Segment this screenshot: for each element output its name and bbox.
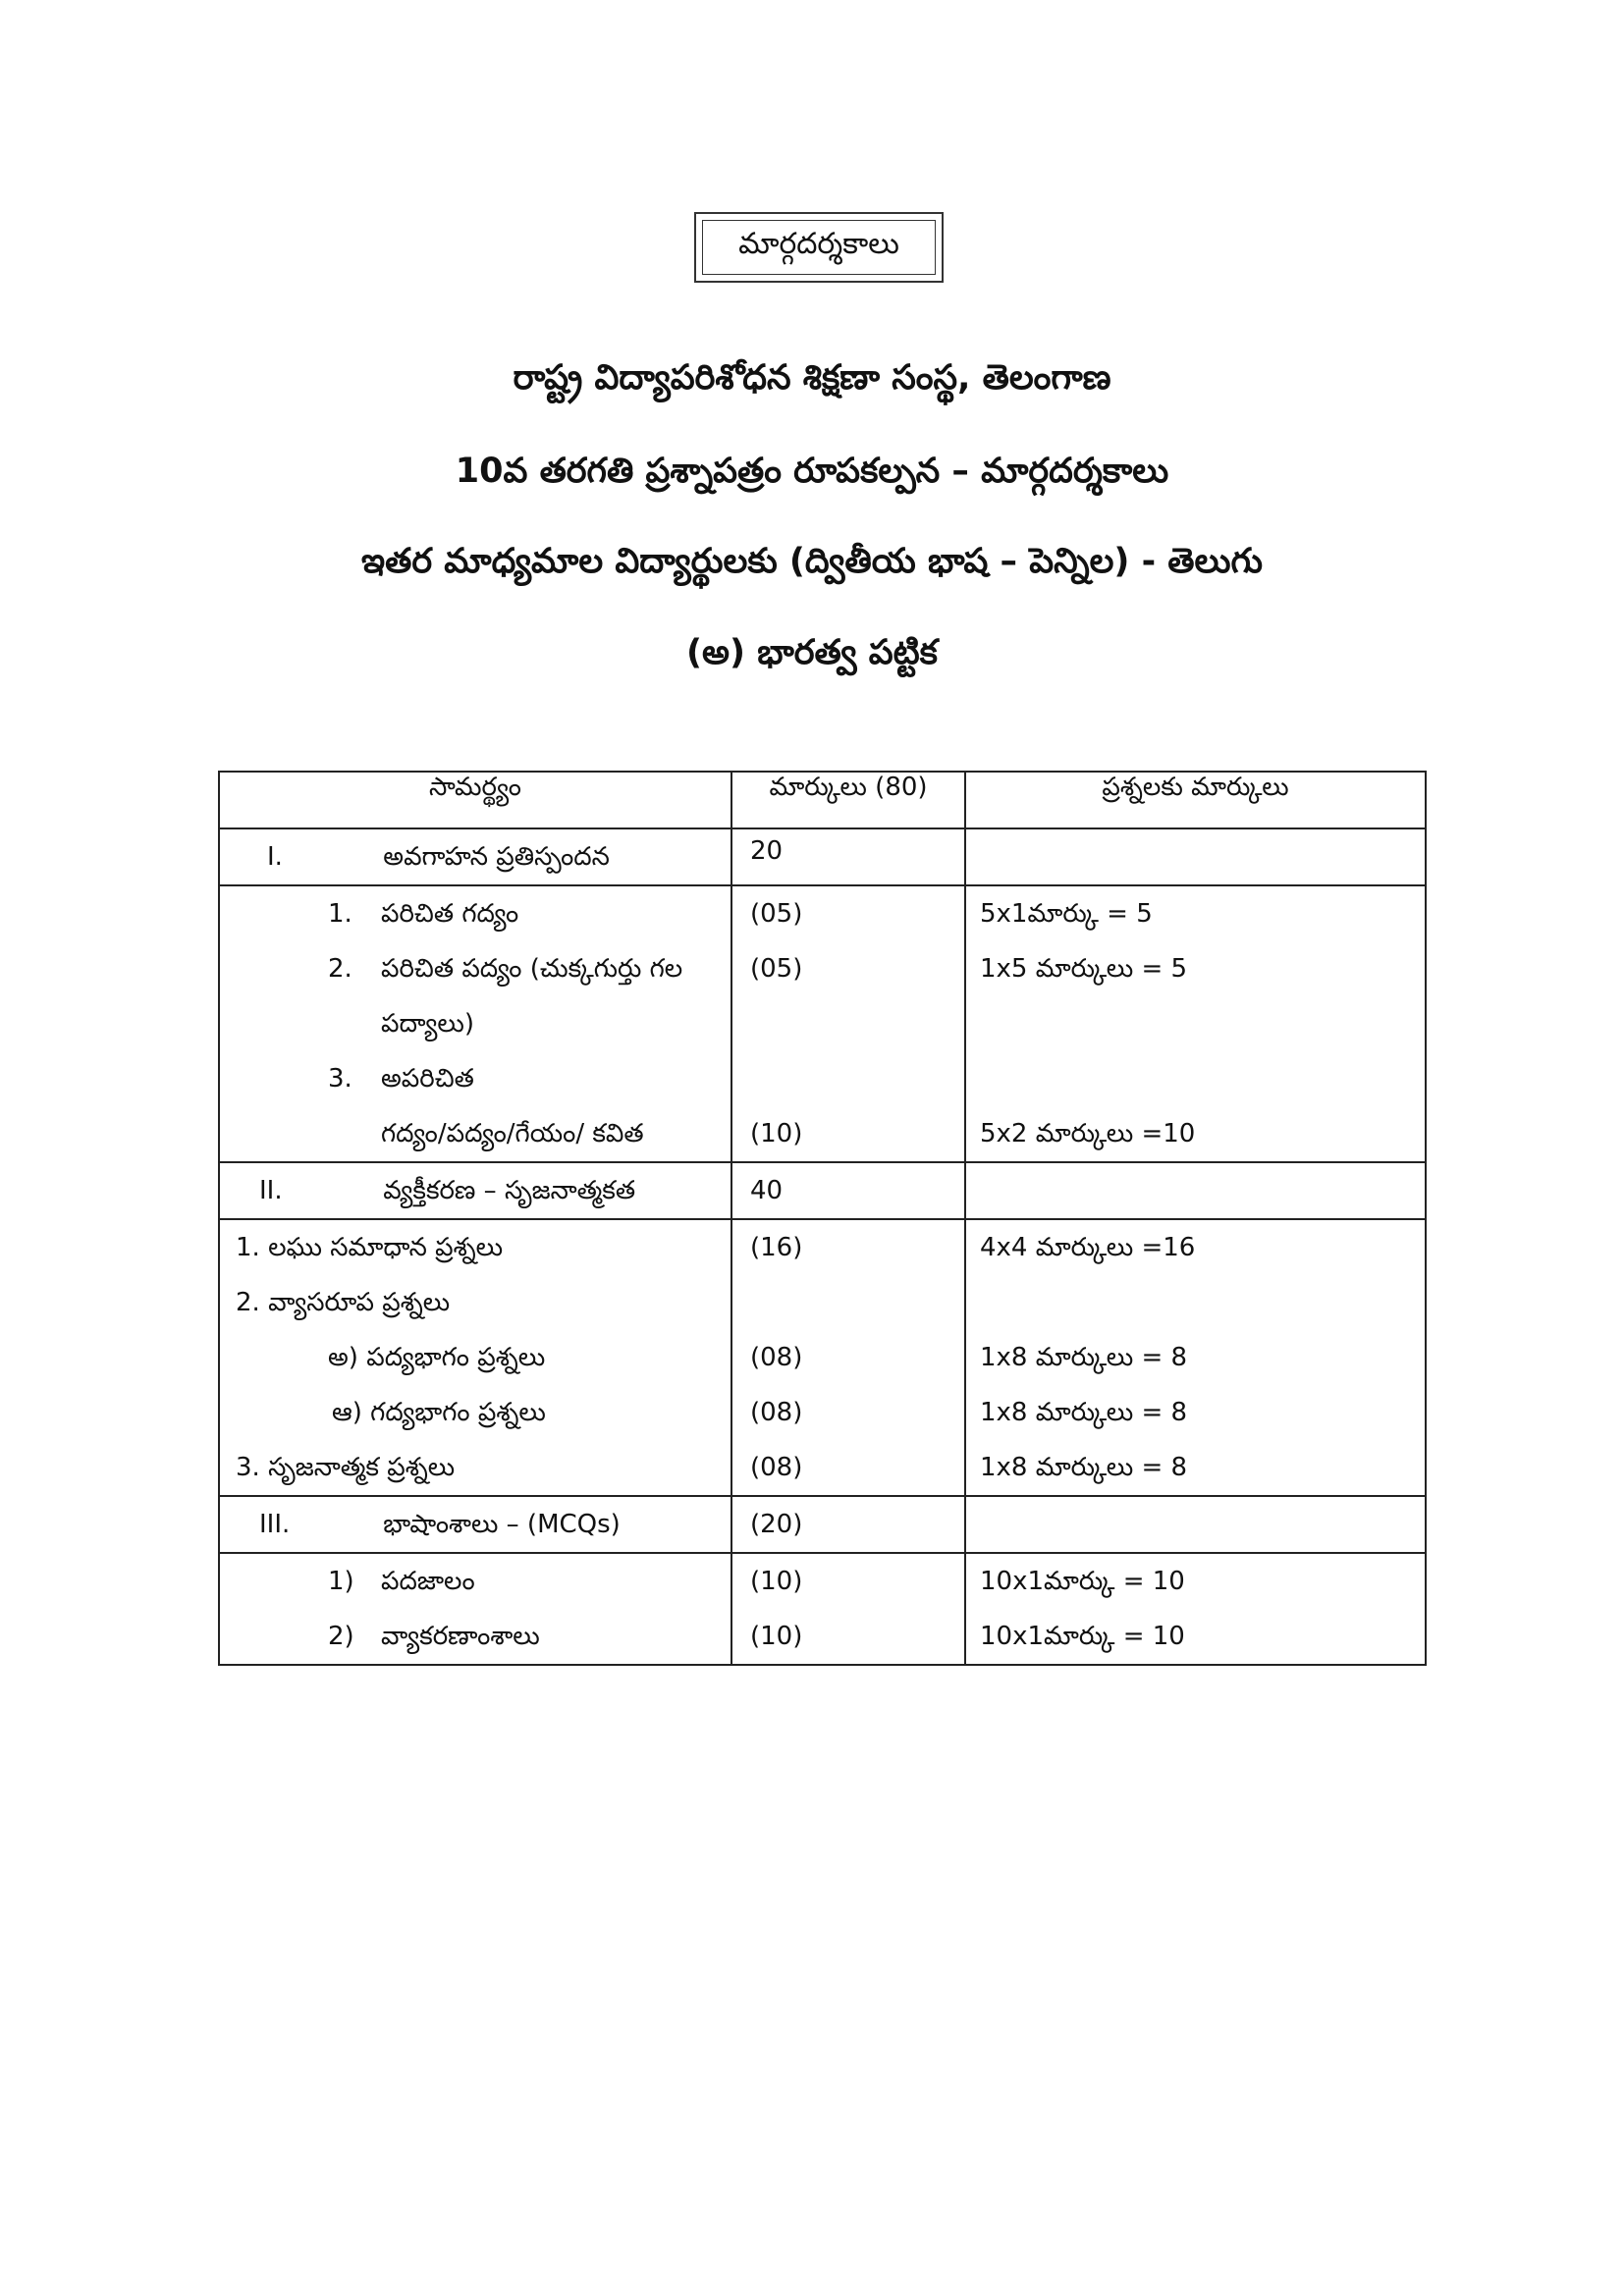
section-number: III. — [259, 1510, 291, 1539]
section-row-2 — [219, 1162, 1426, 1219]
item-marks: (05) — [750, 954, 803, 984]
list-item-continued: గద్యం/పద్యం/గేయం/ కవిత — [381, 1119, 644, 1148]
header-competency: సామర్థ్యం — [219, 772, 731, 828]
item-distribution: 1x8 మార్కులు = 8 — [980, 1453, 1188, 1482]
list-item: అ) పద్యభాగం ప్రశ్నలు — [328, 1343, 546, 1372]
item-marks: (08) — [750, 1453, 803, 1482]
section-row-1 — [219, 828, 1426, 885]
section-items-1 — [219, 885, 1426, 1162]
section-label: అవగాహన ప్రతిస్పందన — [383, 842, 610, 872]
section-label: వ్యక్తీకరణ – సృజనాత్మకత — [383, 1176, 636, 1205]
section-row-3 — [219, 1496, 1426, 1553]
item-marks: (16) — [750, 1233, 803, 1262]
heading-institute: రాష్ట్ర విద్యాపరిశోధన శిక్షణా సంస్థ, తెలంగాణ — [513, 358, 1111, 398]
list-item: 2) వ్యాకరణాంశాలు — [328, 1622, 540, 1651]
item-distribution: 5x1మార్కు = 5 — [980, 899, 1153, 929]
item-marks: (10) — [750, 1119, 803, 1148]
weightage-table — [218, 771, 1427, 1666]
item-marks: (08) — [750, 1343, 803, 1372]
header-question-marks: ప్రశ్నలకు మార్కులు — [965, 772, 1426, 828]
list-item: 2. వ్యాసరూప ప్రశ్నలు — [236, 1288, 451, 1317]
heading-guidelines: 10వ తరగతి ప్రశ్నాపత్రం రూపకల్పన – మార్గదర్శకాలు — [455, 452, 1169, 491]
section-marks: 20 — [750, 836, 784, 866]
list-item: 3. సృజనాత్మక ప్రశ్నలు — [236, 1453, 456, 1482]
heading-weightage-table: (అ) భారత్వ పట్టిక — [686, 633, 938, 672]
section-items-3 — [219, 1553, 1426, 1665]
section-number: I. — [267, 842, 283, 872]
item-distribution: 4x4 మార్కులు =16 — [980, 1233, 1196, 1262]
heading-subject: ఇతర మాధ్యమాల విద్యార్థులకు (ద్వితీయ భాష – పెన్నిల) - తెలుగు — [361, 542, 1263, 581]
list-item: 3. అపరిచిత — [328, 1064, 474, 1094]
list-item: ఆ) గద్యభాగం ప్రశ్నలు — [332, 1398, 546, 1427]
list-item: 1. పరిచిత గద్యం — [328, 899, 519, 929]
section-marks: 40 — [750, 1176, 784, 1205]
list-item: 2. పరిచిత పద్యం (చుక్కగుర్తు గల — [328, 954, 683, 984]
section-items-2 — [219, 1219, 1426, 1496]
list-item: 1. లఘు సమాధాన ప్రశ్నలు — [236, 1233, 504, 1262]
header-marks: మార్కులు (80) — [731, 772, 965, 828]
item-marks: (10) — [750, 1622, 803, 1651]
section-number: II. — [259, 1176, 283, 1205]
table-header-row — [219, 772, 1426, 828]
item-marks: (08) — [750, 1398, 803, 1427]
item-marks: (10) — [750, 1567, 803, 1596]
item-distribution: 1x8 మార్కులు = 8 — [980, 1343, 1188, 1372]
item-distribution: 1x5 మార్కులు = 5 — [980, 954, 1188, 984]
item-distribution: 5x2 మార్కులు =10 — [980, 1119, 1196, 1148]
section-marks: (20) — [750, 1510, 803, 1539]
list-item: 1) పదజాలం — [328, 1567, 475, 1596]
item-marks: (05) — [750, 899, 803, 929]
top-label: మార్గదర్శకాలు — [702, 220, 936, 275]
item-distribution: 10x1మార్కు = 10 — [980, 1567, 1185, 1596]
list-item-continued: పద్యాలు) — [381, 1009, 475, 1039]
item-distribution: 1x8 మార్కులు = 8 — [980, 1398, 1188, 1427]
section-label: భాషాంశాలు – (MCQs) — [383, 1510, 621, 1539]
item-distribution: 10x1మార్కు = 10 — [980, 1622, 1185, 1651]
top-label-box — [694, 212, 944, 283]
